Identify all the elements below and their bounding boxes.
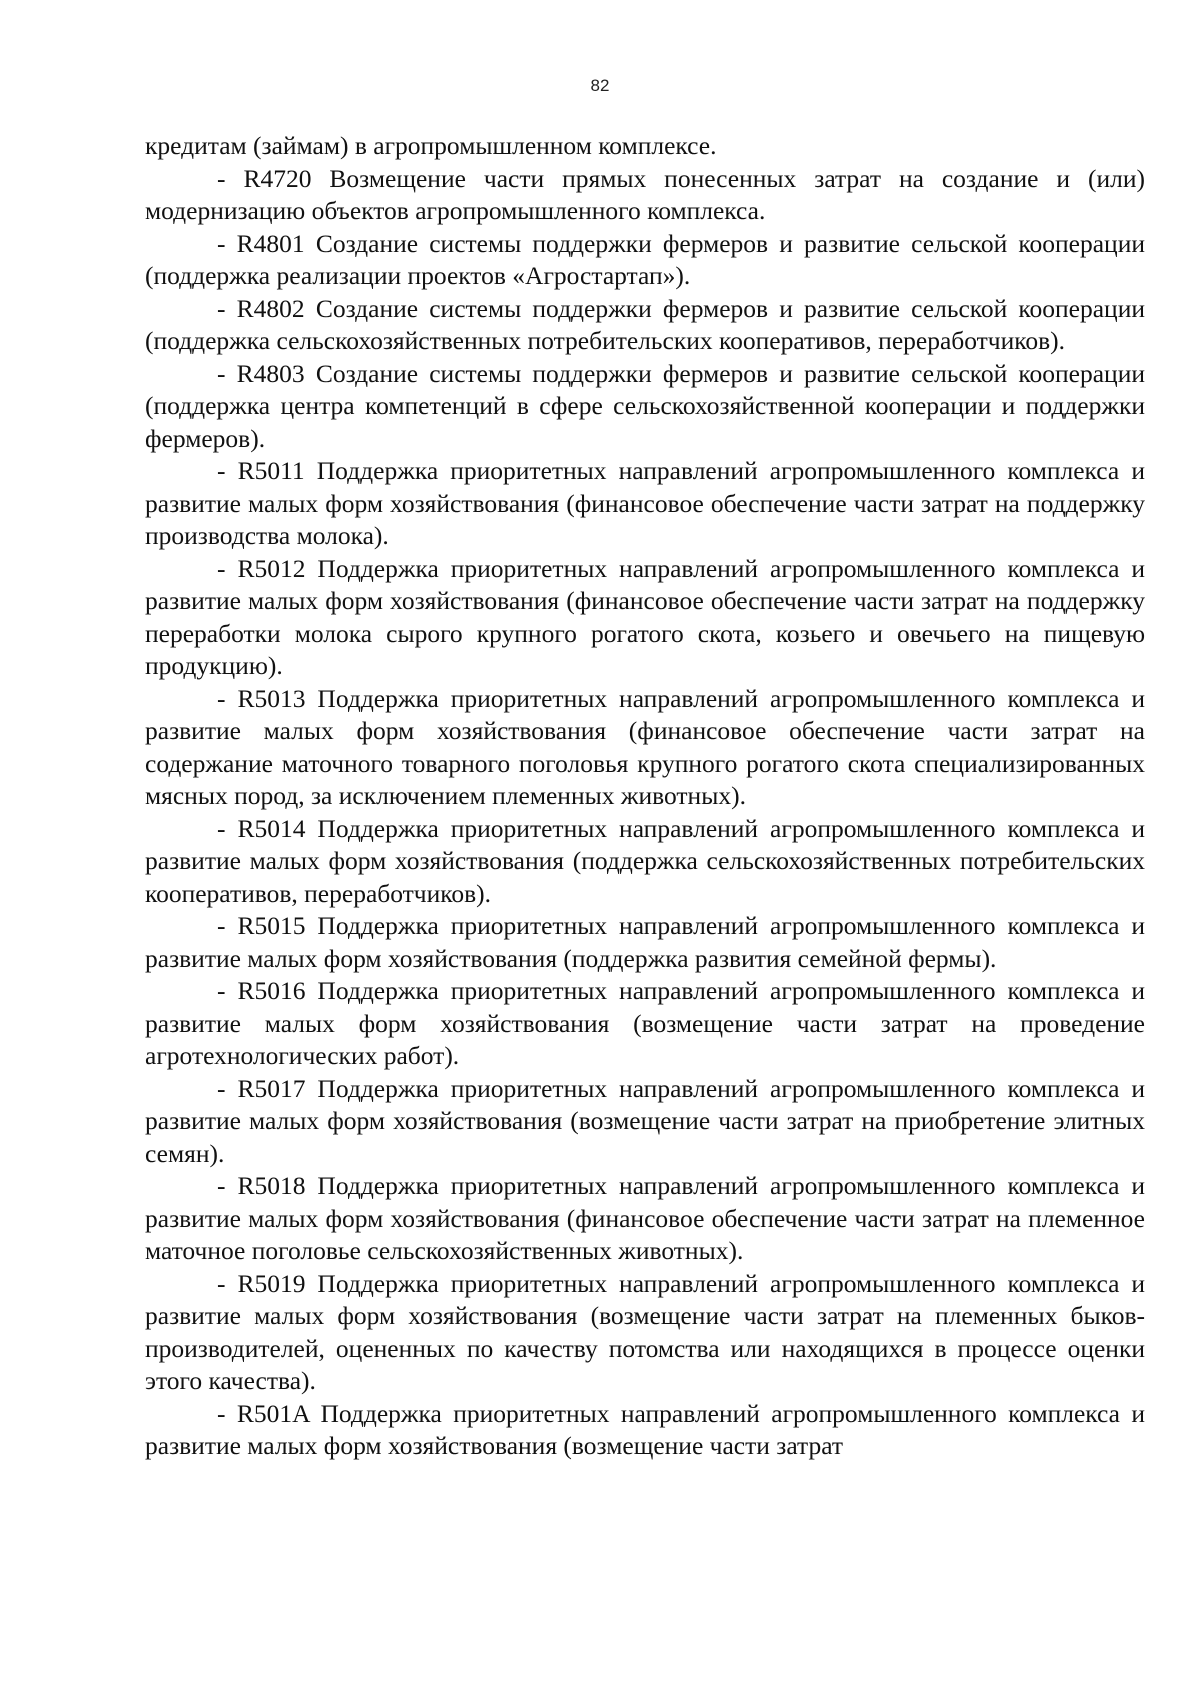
item-text: Создание системы поддержки фермеров и развитие сельской кооперации (поддержка центра компетенций в сфере сельскохозяйственной кооперации и поддержки фермеров). [145,358,1145,453]
item-text: Поддержка приоритетных направлений агропромышленного комплекса и развитие малых форм хозяйствования (финансовое обеспечение части затрат на поддержку производства молока). [145,456,1145,550]
list-item-r4801 [145,228,1145,293]
document-body [145,130,1145,1463]
item-text: Поддержка приоритетных направлений агропромышленного комплекса и развитие малых форм хозяйствования (возмещение части затрат на проведение агротехнологических работ). [145,976,1145,1070]
budget-code: - R5016 [217,976,318,1005]
item-text: Поддержка приоритетных направлений агропромышленного комплекса и развитие малых форм хозяйствования (финансовое обеспечение части затрат на содержание маточного товарного поголовья крупного рогатого скота специализированных мясных пород, за исключением племенных животных). [145,683,1145,810]
budget-code: - R5012 [217,553,318,583]
budget-code: - R4803 [217,358,316,388]
continuation-paragraph: кредитам (займам) в агропромышленном комплексе. [145,131,717,160]
budget-code: - R4801 [217,228,316,258]
budget-code: - R5013 [217,683,318,713]
item-text: Поддержка приоритетных направлений агропромышленного комплекса и развитие малых форм хозяйствования (поддержка развития семейной фермы). [145,911,1145,973]
item-text: Создание системы поддержки фермеров и развитие сельской кооперации (поддержка сельскохозяйственных потребительских кооперативов, переработчиков). [145,293,1145,355]
list-item-r5016 [145,975,1145,1073]
item-text: Поддержка приоритетных направлений агропромышленного комплекса и развитие малых форм хозяйствования (возмещение части затрат на племенных быков-производителей, оцененных по качеству потомства или находящихся в процессе оценки этого качества). [145,1268,1145,1395]
item-text: Поддержка приоритетных направлений агропромышленного комплекса и развитие малых форм хозяйствования (возмещение части затрат на приобретение элитных семян). [145,1073,1145,1168]
item-text: Создание системы поддержки фермеров и развитие сельской кооперации (поддержка реализации проектов «Агростартап»). [145,228,1145,290]
budget-code: - R5015 [217,911,318,940]
list-item-r5011 [145,455,1145,553]
budget-code: - R5018 [217,1171,318,1200]
list-item-r5019 [145,1268,1145,1398]
list-item-r4720 [145,163,1145,228]
item-text: Возмещение части прямых понесенных затрат на создание и (или) модернизацию объектов агропромышленного комплекса. [145,163,1145,225]
item-text: Поддержка приоритетных направлений агропромышленного комплекса и развитие малых форм хозяйствования (финансовое обеспечение части затрат на поддержку переработки молока сырого крупного рогатого скота, козьего и овечьего на пищевую продукцию). [145,553,1145,680]
list-item-r5013 [145,683,1145,813]
budget-code: - R5019 [217,1268,318,1298]
item-text: Поддержка приоритетных направлений агропромышленного комплекса и развитие малых форм хозяйствования (возмещение части затрат [145,1398,1145,1460]
list-item-r501a [145,1398,1145,1463]
budget-code: - R5011 [217,456,317,485]
list-item-r5014 [145,813,1145,911]
budget-code: - R4802 [217,293,316,323]
budget-code: - R4720 [217,163,330,193]
budget-code: - R5014 [217,813,318,843]
budget-code: - R5017 [217,1073,318,1103]
list-item-r5015 [145,910,1145,975]
item-text: Поддержка приоритетных направлений агропромышленного комплекса и развитие малых форм хозяйствования (поддержка сельскохозяйственных потребительских кооперативов, переработчиков). [145,813,1145,908]
list-item-r5018 [145,1170,1145,1268]
item-text: Поддержка приоритетных направлений агропромышленного комплекса и развитие малых форм хозяйствования (финансовое обеспечение части затрат на племенное маточное поголовье сельскохозяйственных животных). [145,1171,1145,1265]
list-item-r5012 [145,553,1145,683]
budget-code: - R501A [217,1398,321,1428]
page-number: 82 [590,76,610,95]
list-item-r5017 [145,1073,1145,1171]
list-item-r4803 [145,358,1145,456]
list-item-r4802 [145,293,1145,358]
